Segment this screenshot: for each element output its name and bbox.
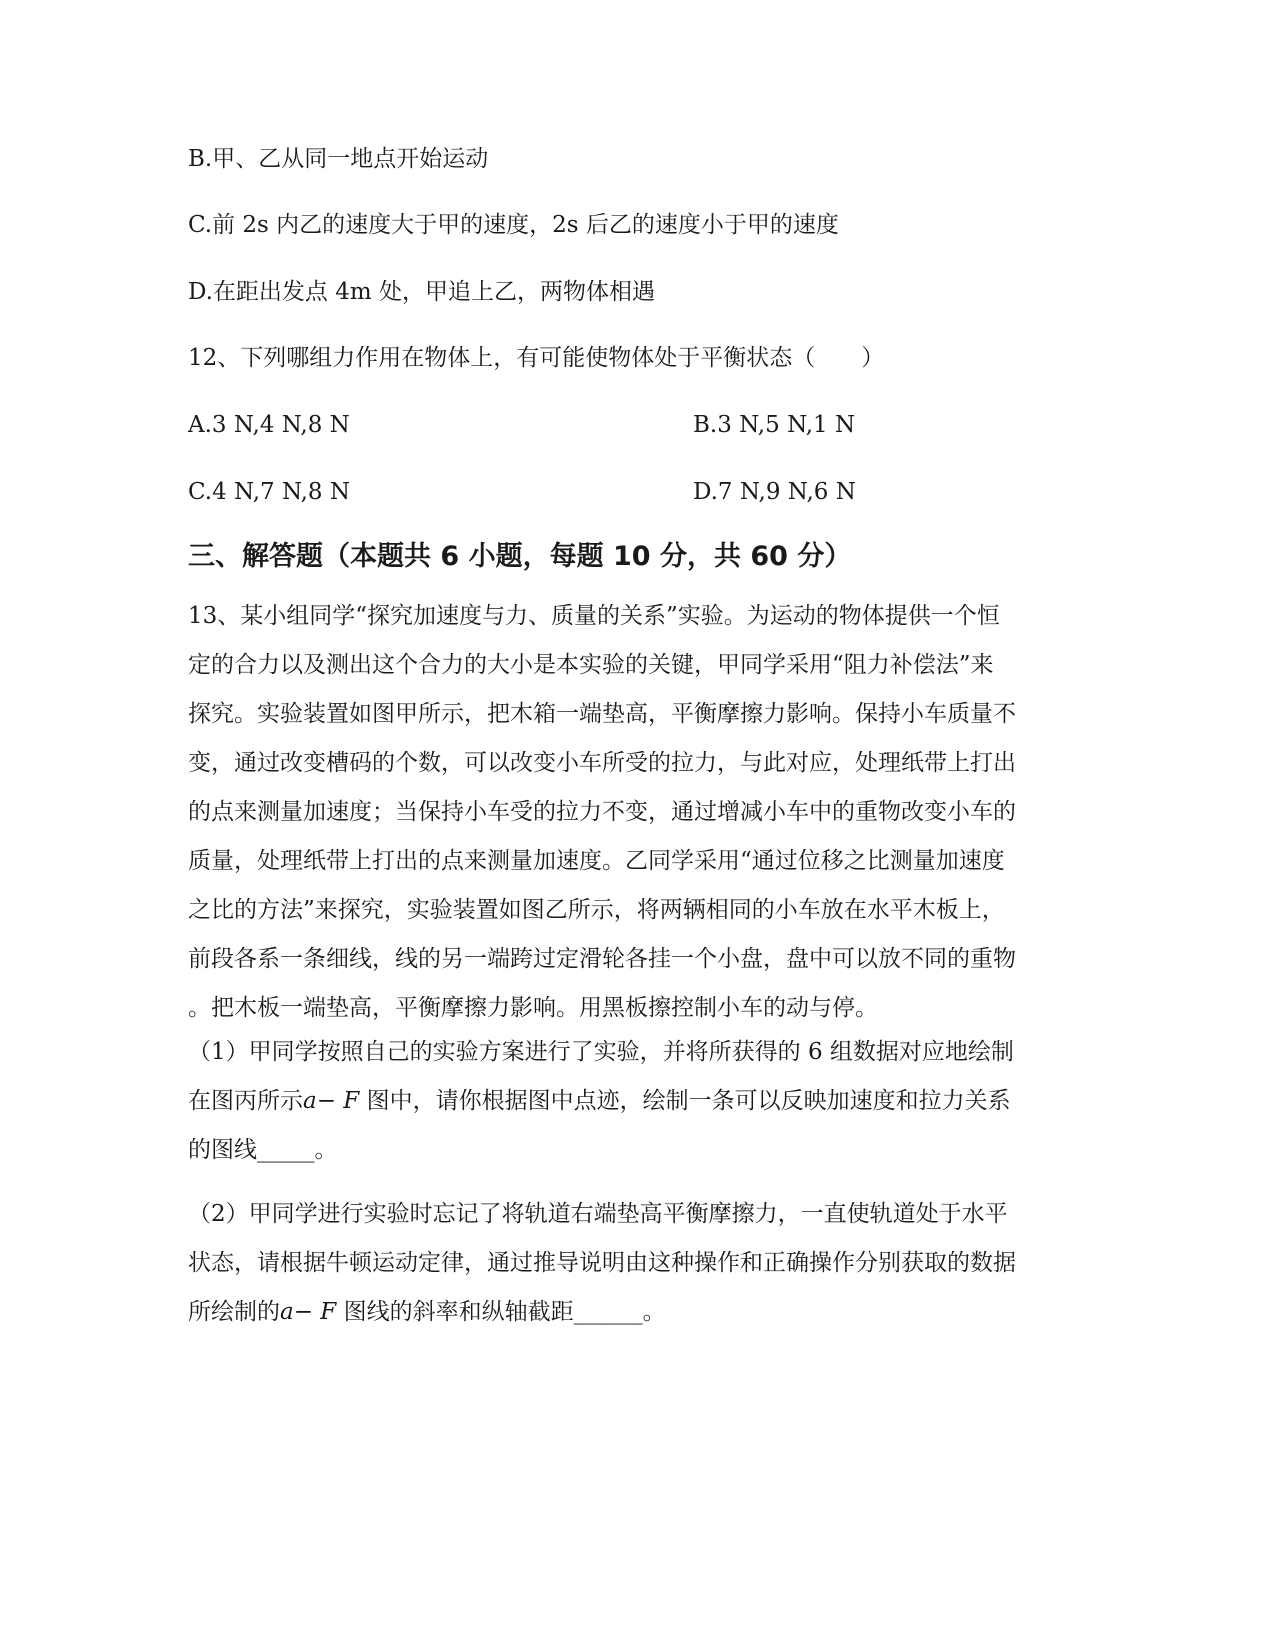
text: 在图丙所示 — [188, 1088, 303, 1114]
q12-option-b: B.3 N,5 N,1 N — [693, 412, 856, 438]
q13-stem-line: 变，通过改变槽码的个数，可以改变小车所受的拉力，与此对应，处理纸带上打出 — [188, 750, 1016, 776]
q13-part2 — [188, 1190, 1088, 1337]
text: 所绘制的 — [188, 1299, 280, 1325]
q11-option-d: D.在距出发点 4m 处，甲追上乙，两物体相遇 — [188, 279, 655, 305]
text: 图线的斜率和纵轴截距______。 — [336, 1299, 666, 1325]
q13-stem — [188, 592, 1088, 1033]
q13-stem-line: 前段各系一条细线，线的另一端跨过定滑轮各挂一个小盘，盘中可以放不同的重物 — [188, 946, 1016, 972]
q12-option-c: C.4 N,7 N,8 N — [188, 479, 350, 505]
q11-option-b: B.甲、乙从同一地点开始运动 — [188, 146, 489, 172]
q13-part2-answer-line — [188, 1288, 1088, 1337]
q13-part2-line: （2）甲同学进行实验时忘记了将轨道右端垫高平衡摩擦力，一直使轨道处于水平 — [188, 1201, 1008, 1227]
q13-part1-answer-line: 的图线_____。 — [188, 1137, 338, 1163]
a-f-math: a− F — [280, 1299, 337, 1325]
a-f-math: a− F — [303, 1088, 360, 1114]
q12-stem: 12、下列哪组力作用在物体上，有可能使物体处于平衡状态（ ） — [188, 345, 885, 371]
q13-part2-line: 状态，请根据牛顿运动定律，通过推导说明由这种操作和正确操作分别获取的数据 — [188, 1250, 1016, 1276]
q13-stem-line: 13、某小组同学“探究加速度与力、质量的关系”实验。为运动的物体提供一个恒 — [188, 603, 1000, 629]
text: 图中，请你根据图中点迹，绘制一条可以反映加速度和拉力关系 — [359, 1088, 1011, 1114]
q13-stem-line: 。把木板一端垫高，平衡摩擦力影响。用黑板擦控制小车的动与停。 — [188, 995, 878, 1021]
q13-part1-line — [188, 1077, 1088, 1126]
q13-part1 — [188, 1028, 1088, 1175]
q13-stem-line: 定的合力以及测出这个合力的大小是本实验的关键，甲同学采用“阻力补偿法”来 — [188, 652, 994, 678]
q11-option-c: C.前 2s 内乙的速度大于甲的速度，2s 后乙的速度小于甲的速度 — [188, 212, 839, 238]
q13-stem-line: 质量，处理纸带上打出的点来测量加速度。乙同学采用“通过位移之比测量加速度 — [188, 848, 1005, 874]
section-3-heading: 三、解答题（本题共 6 小题，每题 10 分，共 60 分） — [188, 541, 852, 572]
q13-stem-line: 的点来测量加速度；当保持小车受的拉力不变，通过增减小车中的重物改变小车的 — [188, 799, 1016, 825]
q13-part1-line: （1）甲同学按照自己的实验方案进行了实验，并将所获得的 6 组数据对应地绘制 — [188, 1039, 1014, 1065]
q12-option-a: A.3 N,4 N,8 N — [188, 412, 350, 438]
q13-stem-line: 之比的方法”来探究，实验装置如图乙所示，将两辆相同的小车放在水平木板上， — [188, 897, 1005, 923]
q12-option-d: D.7 N,9 N,6 N — [693, 479, 856, 505]
q13-stem-line: 探究。实验装置如图甲所示，把木箱一端垫高，平衡摩擦力影响。保持小车质量不 — [188, 701, 1016, 727]
